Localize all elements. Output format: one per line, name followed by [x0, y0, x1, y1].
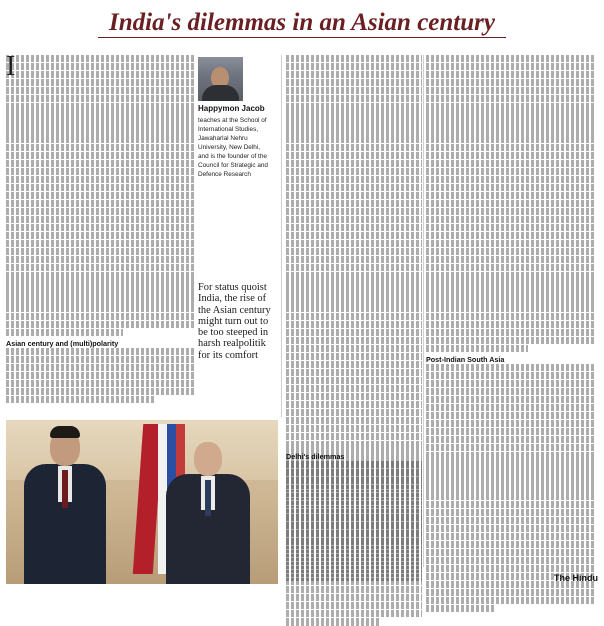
- col1-text-lines: [6, 51, 194, 403]
- section-heading-post-indian-south-asia: Post-Indian South Asia: [426, 354, 505, 364]
- headline-text: India's dilemmas in an Asian century: [109, 9, 495, 36]
- headline-underline: [98, 37, 506, 38]
- source-credit: The Hindu: [554, 573, 598, 583]
- column-3: [426, 55, 596, 613]
- article-headline: [0, 0, 604, 50]
- author-photo: [198, 57, 243, 101]
- column-1: [6, 51, 194, 404]
- column-2-lower: [286, 452, 422, 582]
- col3-text-lines: [426, 55, 596, 612]
- author-bio: teaches at the School of International Studies, Jawaharlal Nehru University, New Delhi, and is the founder of the Council for Strategic and Defence Research: [198, 117, 268, 178]
- pull-quote: For status quoist India, the rise of the Asian century might turn out to be too steeped in harsh realpolitik for its comfort: [198, 282, 271, 361]
- section-heading-asian-century: Asian century and (multi)polarity: [6, 338, 119, 348]
- author-name: Happymon Jacob: [198, 104, 265, 113]
- column-rule: [281, 55, 282, 417]
- section-heading-delhis-dilemmas: Delhi's dilemmas: [286, 452, 345, 461]
- drop-cap: I: [6, 51, 16, 82]
- article-photo: [6, 420, 278, 584]
- column-rule: [423, 55, 424, 567]
